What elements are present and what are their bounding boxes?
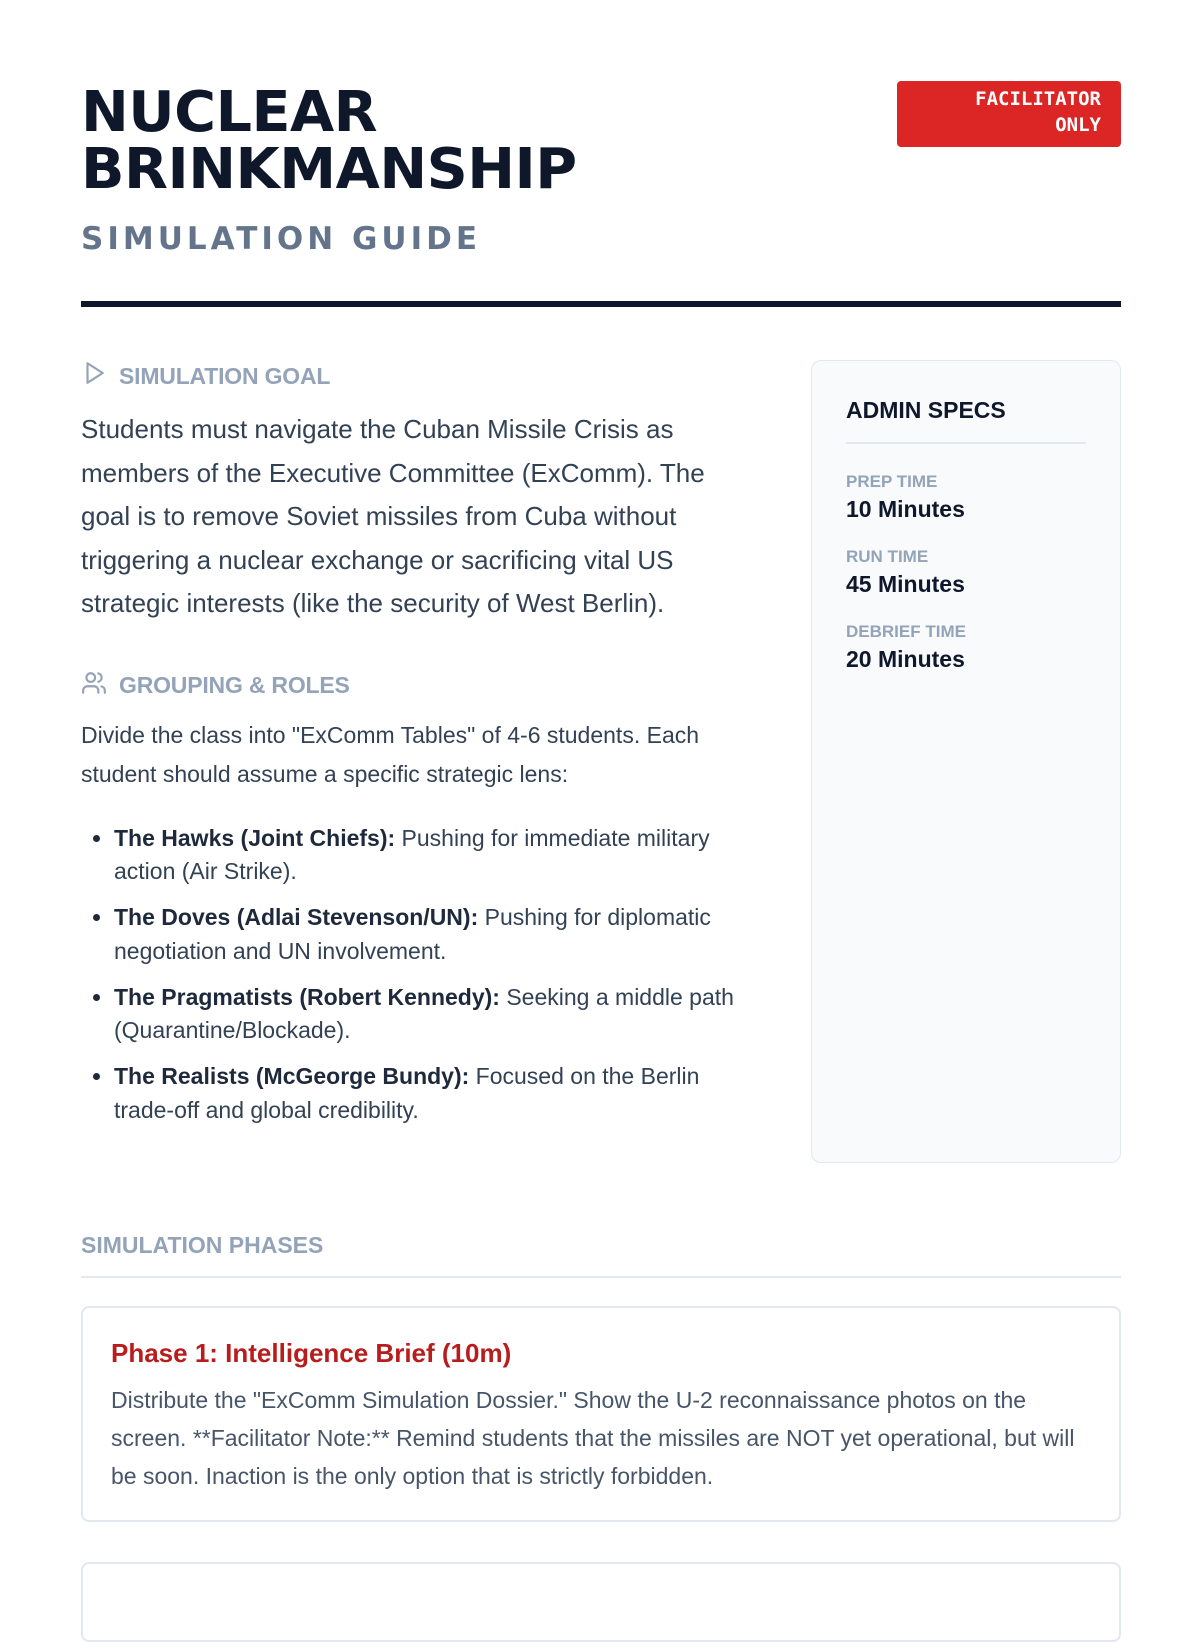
phase-text: Distribute the "ExComm Simulation Dossier." Show the U-2 reconnaissance photos on the screen. **Facilitator Note:** Remind students that the missiles are NOT yet operational, but will be soon. Inaction is the only option that is strictly forbidden. [111, 1387, 1075, 1489]
spec-value: 10 Minutes [846, 496, 965, 522]
phase-card [81, 1306, 1121, 1522]
run-time-spec [846, 547, 1086, 598]
debrief-time-spec [846, 622, 1086, 673]
spec-value: 45 Minutes [846, 571, 965, 597]
roles-list [81, 822, 761, 1128]
spec-label: RUN TIME [846, 547, 929, 566]
page-subtitle: SIMULATION GUIDE [81, 221, 482, 257]
title-line-2: BRINKMANSHIP [81, 137, 577, 202]
header-divider [81, 301, 1121, 307]
spec-label: DEBRIEF TIME [846, 622, 966, 641]
spec-value: 20 Minutes [846, 646, 965, 672]
role-name: The Realists (McGeorge Bundy): [114, 1063, 470, 1089]
phase-card-next [81, 1562, 1121, 1642]
list-item [114, 981, 761, 1048]
goal-section-heading [81, 360, 761, 392]
phases-divider [81, 1276, 1121, 1278]
users-icon [81, 670, 107, 702]
spec-label: PREP TIME [846, 472, 938, 491]
role-description: Seeking a middle path (Quarantine/Blockade). [114, 983, 734, 1043]
goal-section-label: SIMULATION GOAL [119, 362, 331, 389]
role-description: Pushing for diplomatic negotiation and UN involvement. [114, 904, 711, 964]
goal-text: Students must navigate the Cuban Missile Crisis as members of the Executive Committee (ExComm). The goal is to remove Soviet missiles from Cuba without triggering a nuclear exchange or sacrificing vital US strategic interests (like the security of West Berlin). [81, 414, 705, 618]
phase-title: Phase 1: Intelligence Brief (10m) [111, 1338, 512, 1368]
role-name: The Doves (Adlai Stevenson/UN): [114, 904, 479, 930]
page-title [81, 80, 713, 202]
phases-section-label: SIMULATION PHASES [81, 1232, 324, 1258]
role-name: The Hawks (Joint Chiefs): [114, 824, 396, 851]
role-description: Pushing for immediate military action (Air Strike). [114, 824, 710, 884]
title-line-1: NUCLEAR [81, 80, 378, 145]
admin-specs-card [811, 360, 1121, 1163]
badge-line-1: FACILITATOR [975, 88, 1101, 110]
list-item [114, 901, 761, 968]
badge-line-2: ONLY [1055, 114, 1101, 136]
list-item [114, 822, 761, 889]
roles-section-heading [81, 670, 761, 702]
roles-intro-text: Divide the class into "ExComm Tables" of 4-6 students. Each student should assume a specific strategic lens: [81, 721, 700, 787]
roles-section-label: GROUPING & ROLES [119, 672, 350, 698]
facilitator-only-badge [897, 81, 1121, 147]
role-name: The Pragmatists (Robert Kennedy): [114, 983, 500, 1010]
play-icon [81, 360, 107, 392]
role-description: Focused on the Berlin trade-off and global credibility. [114, 1063, 700, 1123]
prep-time-spec [846, 472, 1086, 523]
page-header [81, 80, 1121, 304]
list-item [114, 1060, 761, 1127]
main-column [81, 360, 761, 1140]
admin-specs-title: ADMIN SPECS [846, 397, 1086, 444]
